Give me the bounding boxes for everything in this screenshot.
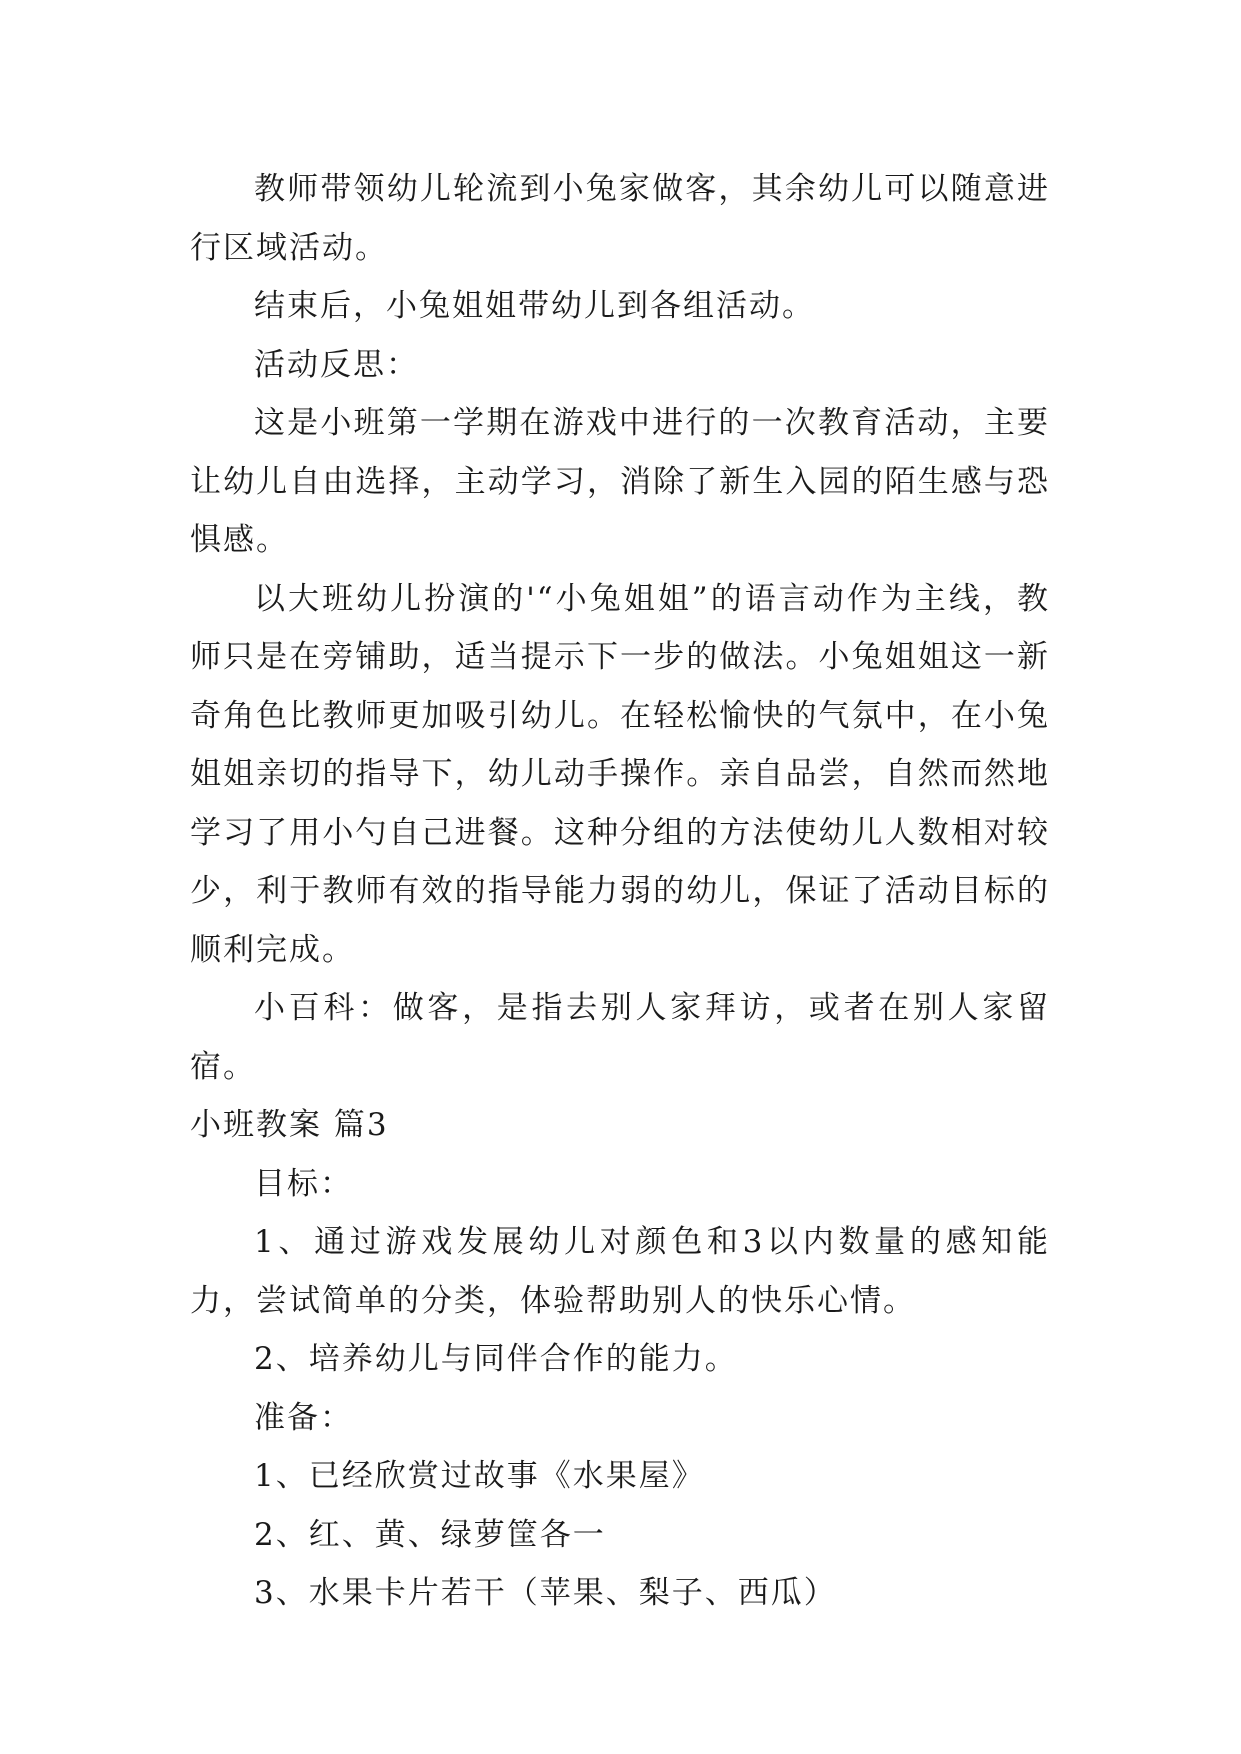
prep-item-1: 1、已经欣赏过故事《水果屋》 bbox=[254, 1458, 705, 1494]
paragraph-visit-rotation: 教师带领幼儿轮流到小兔家做客，其余幼儿可以随意进行区域活动。 bbox=[190, 171, 1050, 266]
heading-goals: 目标： bbox=[254, 1165, 353, 1202]
prep-item-3: 3、水果卡片若干（苹果、梨子、西瓜） bbox=[254, 1575, 837, 1611]
prep-item-2: 2、红、黄、绿萝筐各一 bbox=[254, 1516, 606, 1553]
paragraph-after-activity: 结束后，小兔姐姐带幼儿到各组活动。 bbox=[254, 288, 815, 324]
section-title-lesson-3: 小班教案 篇3 bbox=[190, 1107, 389, 1143]
paragraph-reflection-intro: 这是小班第一学期在游戏中进行的一次教育活动，主要让幼儿自由选择，主动学习，消除了新生入园的陌生感与恐惧感。 bbox=[190, 405, 1050, 558]
goal-item-1: 1、通过游戏发展幼儿对颜色和3以内数量的感知能力，尝试简单的分类，体验帮助别人的快乐心情。 bbox=[190, 1224, 1050, 1319]
goal-item-2: 2、培养幼儿与同伴合作的能力。 bbox=[254, 1341, 738, 1377]
heading-activity-reflection: 活动反思： bbox=[254, 346, 419, 383]
heading-preparation: 准备： bbox=[254, 1399, 353, 1436]
paragraph-reflection-detail: 以大班幼儿扮演的'“小兔姐姐”的语言动作为主线，教师只是在旁铺助，适当提示下一步的做法。小兔姐姐这一新奇角色比教师更加吸引幼儿。在轻松愉快的气氛中，在小兔姐姐亲切的指导下，幼儿动手操作。亲自品尝，自然而然地学习了用小勺自己进餐。这种分组的方法使幼儿人数相对较少，利于教师有效的指导能力弱的幼儿，保证了活动目标的顺利完成。 bbox=[190, 580, 1050, 968]
paragraph-encyclopedia: 小百科：做客，是指去别人家拜访，或者在别人家留宿。 bbox=[190, 990, 1050, 1085]
document-body bbox=[190, 160, 1050, 1623]
